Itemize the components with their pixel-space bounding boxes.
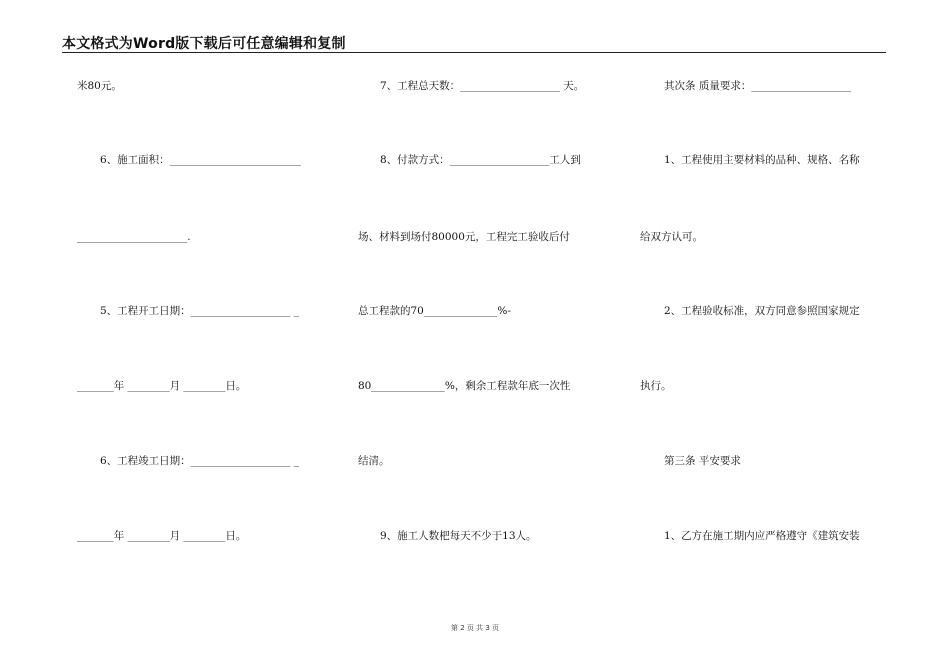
text-line: 米80元。 xyxy=(77,80,122,92)
text-line: 2、工程验收标准，双方同意参照国家规定 xyxy=(664,305,860,317)
text-line: 8、付款方式：___________________工人到 xyxy=(380,154,581,166)
text-line: 执行。 xyxy=(640,380,672,392)
section-heading: 第三条 平安要求 xyxy=(664,455,741,467)
text-line: 5、工程开工日期：___________________ _ xyxy=(100,305,300,317)
text-line: 80______________%，剩余工程款年底一次性 xyxy=(358,380,571,392)
text-line: 9、施工人数杷每天不少于13人。 xyxy=(380,530,537,542)
text-line: 7、工程总天数：___________________ 天。 xyxy=(380,80,585,92)
header-divider xyxy=(62,52,886,53)
text-line: 1、乙方在施工期内应严格遵守《建筑安装 xyxy=(664,530,860,542)
text-line: 6、施工面积：_________________________ xyxy=(100,154,301,166)
text-line: 其次条 质量要求：___________________ xyxy=(664,80,852,92)
text-line: 总工程款的70______________%- xyxy=(358,305,511,317)
text-line: _______年 ________月 ________日。 xyxy=(77,380,247,392)
text-line: _______年 ________月 ________日。 xyxy=(77,530,247,542)
text-line: 结清。 xyxy=(358,455,390,467)
text-line: 1、工程使用主要材料的品种、规格、名称 xyxy=(664,154,860,166)
document-header-title: 本文格式为Word版下载后可任意编辑和复制 xyxy=(62,36,346,52)
page-number-footer: 第 2 页 共 3 页 xyxy=(450,624,500,632)
text-line: _____________________. xyxy=(77,231,191,243)
text-line: 给双方认可。 xyxy=(640,231,703,243)
text-line: 场、材料到场付80000元，工程完工验收后付 xyxy=(358,231,570,243)
text-line: 6、工程竣工日期：___________________ _ xyxy=(100,455,300,467)
